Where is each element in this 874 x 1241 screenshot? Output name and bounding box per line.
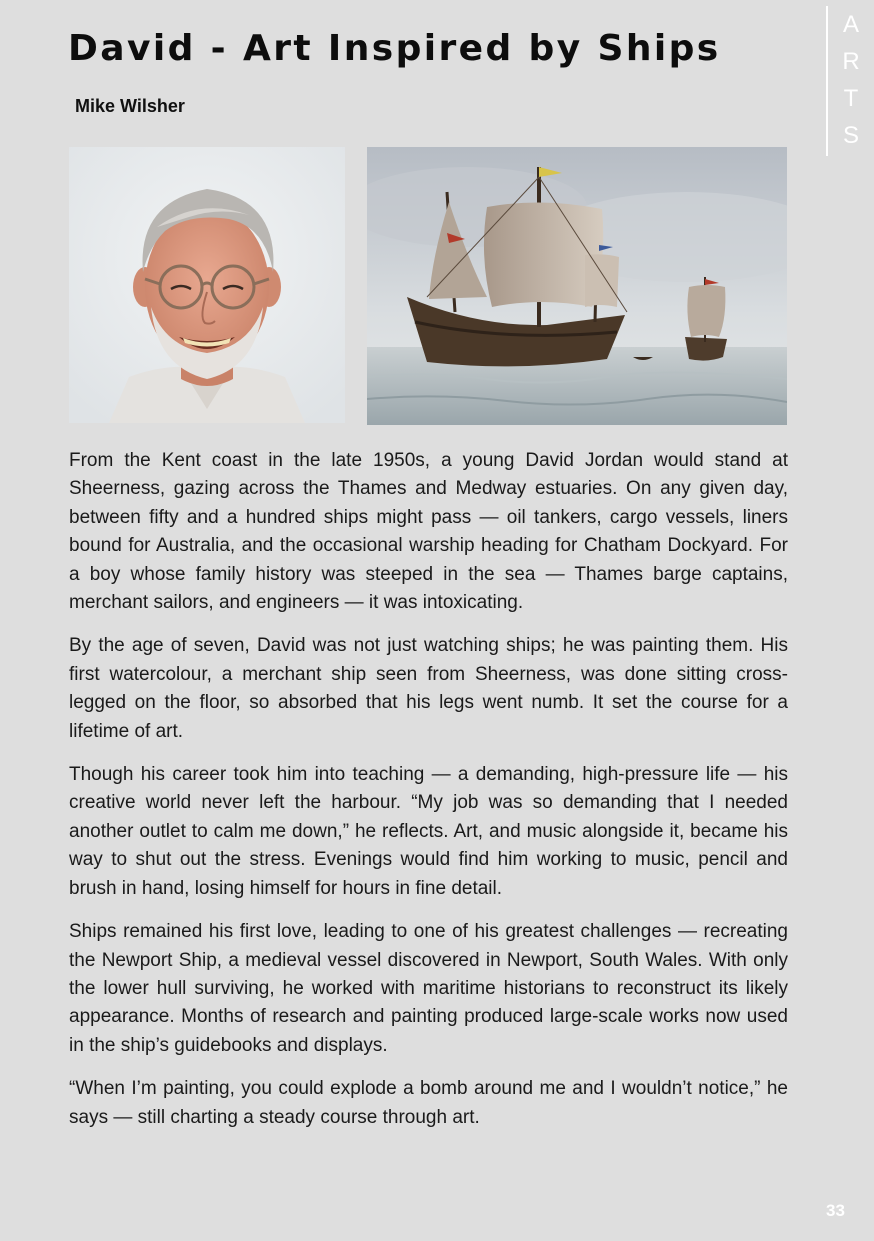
section-tab-letter: A (842, 11, 859, 38)
body-paragraph: “When I’m painting, you could explode a bomb around me and I wouldn’t notice,” he says — still charting a steady course through art. (69, 1078, 788, 1128)
portrait-illustration (69, 147, 345, 423)
page-number: 33 (826, 1201, 845, 1220)
body-paragraph: From the Kent coast in the late 1950s, a young David Jordan would stand at Sheerness, gazing across the Thames and Medway estuaries. On any given day, between fifty and a hundred ships might pass — oil tankers, cargo vessels, liners bound for Australia, and the occasional warship heading for Chatham Dockyard. For a boy whose family history was steeped in the sea — Thames barge captains, merchant sailors, and engineers — it was intoxicating. (69, 450, 788, 614)
portrait-photo (69, 147, 345, 423)
section-tab (826, 6, 874, 156)
author-byline: Mike Wilsher (75, 96, 185, 116)
ship-painting-illustration (367, 147, 787, 425)
section-tab-letter: S (842, 122, 859, 149)
body-paragraph: Though his career took him into teaching — a demanding, high-pressure life — his creative world never left the harbour. “My job was so demanding that I needed another outlet to calm me down,” he reflects. Art, and music alongside it, became his way to shut out the stress. Evenings would find him working to music, pencil and brush in hand, losing himself for hours in fine detail. (69, 764, 788, 899)
body-paragraph: By the age of seven, David was not just watching ships; he was painting them. His first watercolour, a merchant ship seen from Sheerness, was done sitting cross-legged on the floor, so absorbed that his legs went numb. It set the course for a lifetime of art. (69, 635, 788, 742)
section-tab-letter: R (842, 48, 860, 75)
body-paragraph: Ships remained his first love, leading to one of his greatest challenges — recreating the Newport Ship, a medieval vessel discovered in Newport, South Wales. With only the lower hull surviving, he worked with maritime historians to reconstruct its likely appearance. Months of research and painting produced large-scale works now used in the ship’s guidebooks and displays. (69, 921, 788, 1056)
section-tab-letter: T (843, 85, 859, 112)
article-title: David - Art Inspired by Ships (68, 28, 721, 69)
article-body (69, 447, 788, 1147)
ship-painting (367, 147, 787, 425)
